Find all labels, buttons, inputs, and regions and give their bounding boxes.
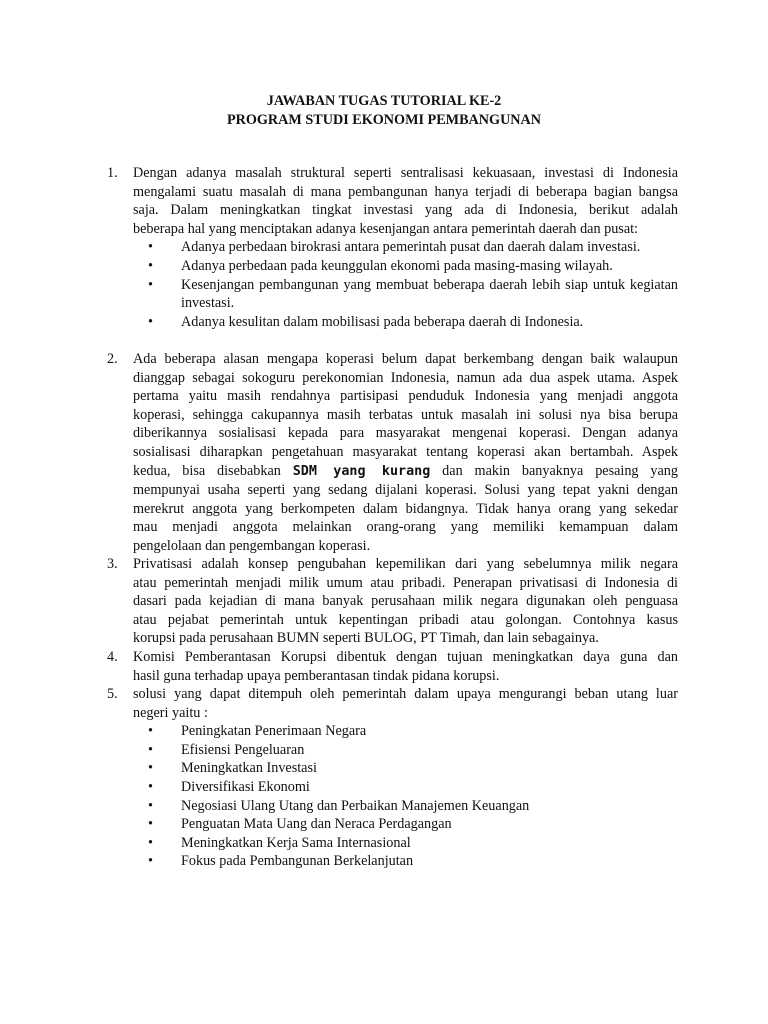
answer-text: [133, 555, 678, 648]
answer-4: [107, 648, 678, 685]
bullet-icon: •: [148, 257, 153, 274]
text-line: Dengan adanya masalah struktural seperti sentralisasi kekuasaan, investasi di Indonesia: [133, 165, 678, 181]
list-item: • Fokus pada Pembangunan Berkelanjutan: [148, 853, 414, 870]
text-line: atau pemerintah menjadi milik umum atau pribadi. Penerapan privatisasi di Indonesia di: [133, 574, 678, 591]
answer-text: [133, 648, 678, 685]
text-line: beberapa hal yang menciptakan adanya kesenjangan antara pemerintah daerah dan pusat:: [133, 220, 638, 237]
bullet-icon: •: [148, 741, 153, 758]
text-line: negeri yaitu :: [133, 704, 208, 721]
text-line: pengelolaan dan pengembangan koperasi.: [133, 537, 371, 554]
bullet-icon: •: [148, 853, 153, 870]
highlight-text: SDM yang kurang: [292, 463, 431, 479]
answer-text: [133, 685, 678, 722]
list-item: • Negosiasi Ulang Utang dan Perbaikan Manajemen Keuangan: [148, 797, 530, 814]
answer-text: [133, 350, 678, 556]
text-line: saja. Dalam meningkatkan tingkat investasi yang ada di Indonesia, berikut adalah: [133, 202, 678, 219]
bullet-icon: •: [148, 723, 153, 740]
text-line: Komisi Pemberantasan Korupsi dibentuk dengan tujuan meningkatkan daya guna dan: [133, 649, 678, 665]
bullet-icon: •: [148, 760, 153, 777]
answer-number: 3.: [107, 556, 118, 572]
answer-3: [107, 555, 678, 648]
list-item: • Diversifikasi Ekonomi: [148, 778, 310, 795]
text-line: mau menjadi anggota melainkan orang-orang yang memiliki kemampuan dalam: [133, 519, 678, 536]
text-line: korupsi pada perusahaan BUMN seperti BULOG, PT Timah, dan lain sebagainya.: [133, 630, 599, 647]
bullet-icon: •: [148, 239, 153, 256]
list-item: • Adanya perbedaan birokrasi antara pemerintah pusat dan daerah dalam investasi.: [148, 239, 641, 256]
text-line: diberikannya sosialisasi kepada para masyarakat mengenai koperasi. Dengan adanya: [133, 425, 678, 442]
answer-number: 1.: [107, 165, 118, 181]
list-item: • Kesenjangan pembangunan yang membuat beberapa daerah lebih siap untuk kegiatan investasi.: [148, 276, 678, 312]
text-line: dianggap sebagai sokoguru perekonomian Indonesia, namun ada dua aspek utama. Aspek: [133, 369, 678, 386]
document-title: JAWABAN TUGAS TUTORIAL KE-2: [266, 93, 502, 109]
list-item: • Peningkatan Penerimaan Negara: [148, 723, 367, 740]
answer-number: 5.: [107, 686, 118, 702]
answer-1: [107, 164, 678, 331]
text-line: merekrut anggota yang berkompeten dalam bidangnya. Tidak hanya orang yang sekedar: [133, 500, 678, 517]
list-item: • Adanya perbedaan pada keunggulan ekonomi pada masing-masing wilayah.: [148, 257, 613, 274]
answer-5: [107, 685, 678, 871]
text-line: solusi yang dapat ditempuh oleh pemerintah dalam upaya mengurangi beban utang luar: [133, 686, 678, 702]
text-line: Privatisasi adalah konsep pengubahan kepemilikan dari yang sebelumnya milik negara: [133, 556, 678, 572]
bullet-icon: •: [148, 313, 153, 330]
bullet-icon: •: [148, 816, 153, 833]
bullet-icon: •: [148, 778, 153, 795]
text-line: mempunyai usaha seperti yang sedang dijalani koperasi. Solusi yang tepat yakni dengan: [133, 482, 678, 499]
text-line: kedua, bisa disebabkan SDM yang kurang dan makin banyaknya pesaing yang: [133, 462, 678, 479]
answer-text: [133, 164, 678, 238]
text-line: dasari pada kejadian di mana banyak perusahaan milik negara digunakan oleh penguasa: [133, 593, 678, 610]
bullet-list: [133, 238, 678, 331]
text-line: mengalami suatu masalah di mana pembangunan hanya terjadi di beberapa bagian bangsa: [133, 183, 678, 200]
text-line: Ada beberapa alasan mengapa koperasi belum dapat berkembang dengan baik walaupun: [133, 351, 678, 367]
answer-2: [107, 350, 678, 556]
bullet-icon: •: [148, 797, 153, 814]
bullet-list: [133, 722, 678, 871]
text-line: pertama yaitu masih rendahnya partisipasi penduduk Indonesia yang menjadi anggota: [133, 388, 678, 405]
bullet-icon: •: [148, 276, 153, 293]
document-subtitle: PROGRAM STUDI EKONOMI PEMBANGUNAN: [226, 112, 542, 128]
text-line: atau pejabat pemerintah untuk kepentingan pribadi atau golongan. Contohnya kasus: [133, 611, 678, 628]
text-line: sosialisasi diharapkan pengetahuan masyarakat tentang koperasi akan bertambah. Aspek: [133, 443, 678, 460]
text-line: hasil guna terhadap upaya pemberantasan tindak pidana korupsi.: [133, 667, 500, 684]
list-item: • Efisiensi Pengeluaran: [148, 741, 305, 758]
list-item: • Penguatan Mata Uang dan Neraca Perdagangan: [148, 816, 452, 833]
text-line: koperasi, sehingga cakupannya masih terbatas untuk masalah ini solusi nya bisa berupa: [133, 406, 678, 423]
answer-number: 2.: [107, 351, 118, 367]
answer-number: 4.: [107, 649, 118, 665]
list-item: • Meningkatkan Kerja Sama Internasional: [148, 834, 411, 851]
list-item: • Adanya kesulitan dalam mobilisasi pada beberapa daerah di Indonesia.: [148, 313, 584, 330]
bullet-icon: •: [148, 834, 153, 851]
list-item: • Meningkatkan Investasi: [148, 760, 317, 777]
